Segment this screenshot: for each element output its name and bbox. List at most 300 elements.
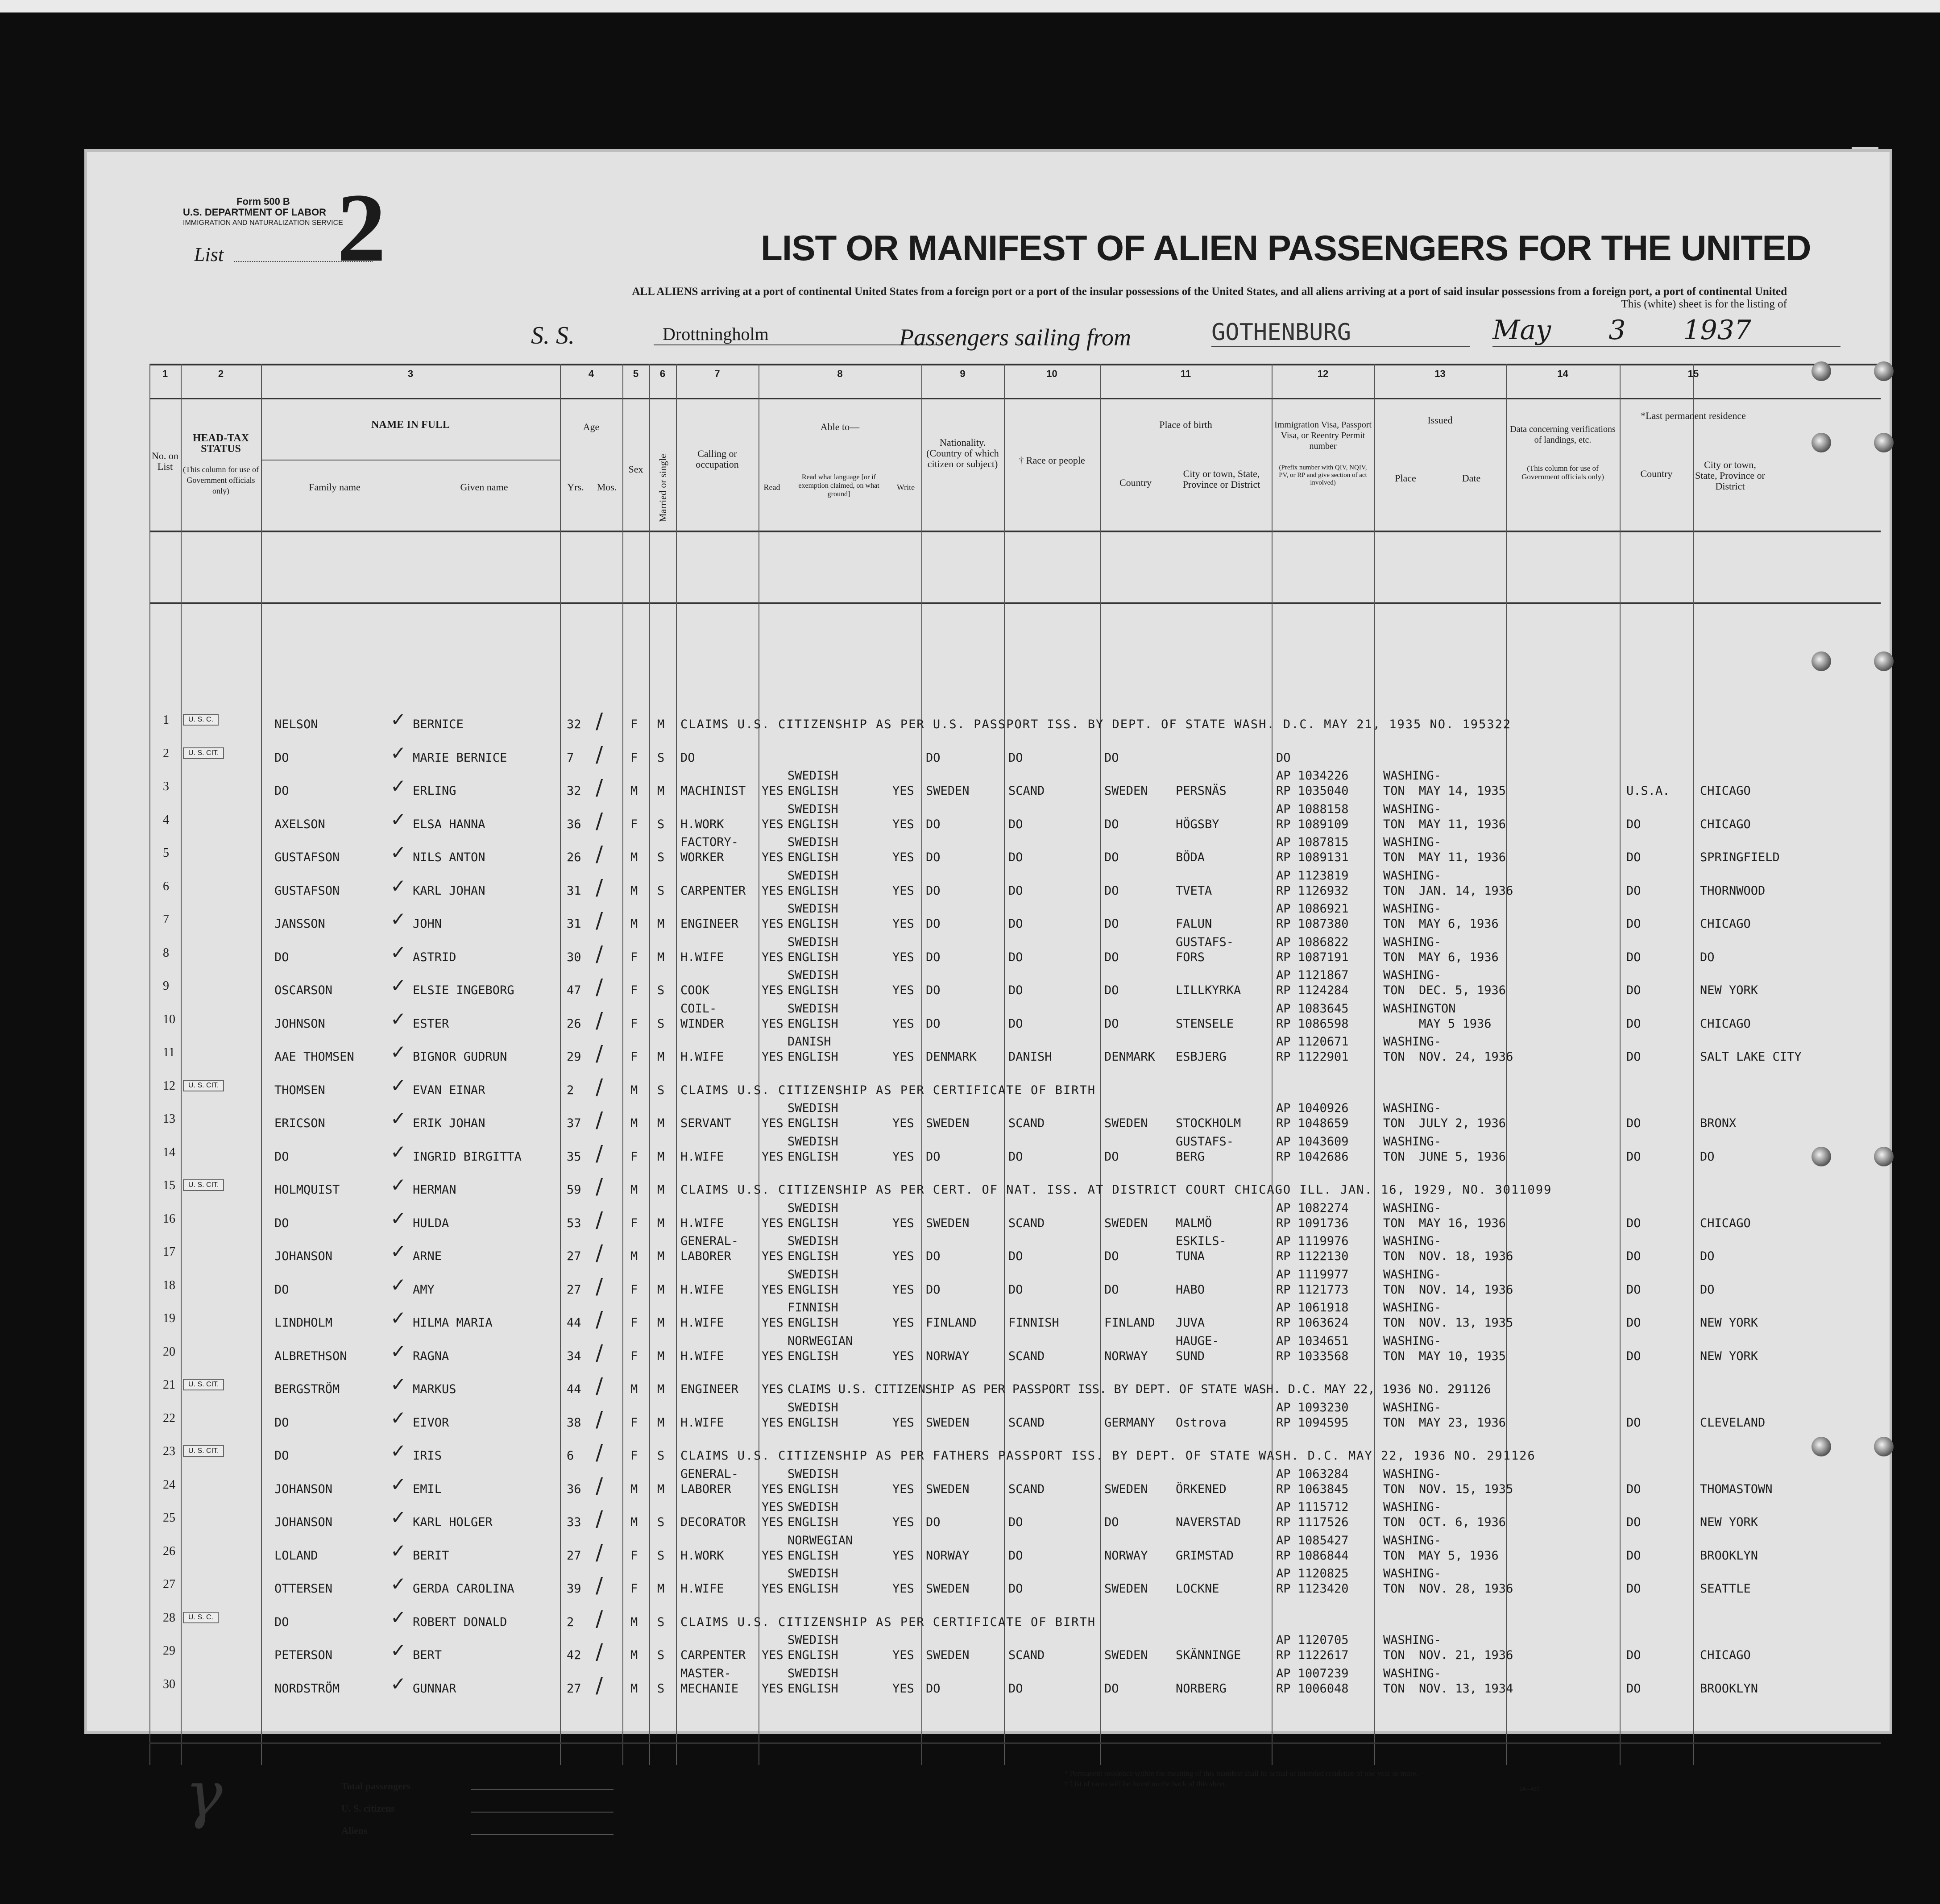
cell-given: BERNICE — [413, 718, 464, 731]
cell-place: TON — [1383, 1548, 1405, 1563]
cell-sex: F — [630, 1449, 638, 1463]
cell-given: IRIS — [413, 1449, 442, 1463]
cell-given: RAGNA — [413, 1349, 449, 1363]
cell-date: MAY 6, 1936 — [1419, 950, 1499, 964]
cell-bcountry: GERMANY — [1104, 1415, 1155, 1430]
table-row — [87, 1666, 1890, 1702]
cell-visa: RP 1086598 — [1276, 1016, 1349, 1031]
cell-rcountry: DO — [1626, 1349, 1641, 1363]
binding-hole — [1874, 361, 1894, 381]
header-birth-country: Country — [1119, 477, 1152, 488]
cell-place-top: WASHING- — [1383, 1267, 1442, 1282]
cell-write: YES — [892, 1216, 914, 1230]
table-row — [87, 1071, 1890, 1104]
cell-sex: M — [630, 1382, 638, 1396]
cell-write: YES — [892, 1149, 914, 1164]
cell-bcity-top: ESKILS- — [1176, 1234, 1227, 1248]
cell-rcity: SALT LAKE CITY — [1700, 1050, 1802, 1064]
cell-place: TON — [1383, 1282, 1405, 1297]
cell-age: 27 — [567, 1249, 581, 1263]
cell-place: TON — [1383, 1582, 1405, 1596]
cell-bcity: JUVA — [1176, 1316, 1205, 1330]
cell-nat: SWEDEN — [926, 1116, 970, 1130]
tick-mark-icon: / — [596, 808, 603, 834]
cell-sex: F — [630, 1548, 638, 1563]
cell-visa: RP 1089109 — [1276, 817, 1349, 831]
cell-place: TON — [1383, 817, 1405, 831]
cell-visa: RP 1042686 — [1276, 1149, 1349, 1164]
cell-rcity: BRONX — [1700, 1116, 1737, 1130]
cell-visa-top: AP 1119976 — [1276, 1234, 1349, 1248]
head-tax-stamp: U. S. CIT. — [183, 1080, 224, 1091]
cell-place-top: WASHING- — [1383, 935, 1442, 949]
cell-ms: S — [657, 1083, 665, 1097]
tick-mark-icon: / — [596, 1440, 603, 1465]
cell-bcity: TUNA — [1176, 1249, 1205, 1263]
cell-given: EMIL — [413, 1482, 442, 1496]
cell-lang-top: SWEDISH — [788, 1234, 838, 1248]
cell-place-top: WASHING- — [1383, 1035, 1442, 1049]
cell-bcountry: DO — [1104, 850, 1119, 864]
subtitle — [315, 286, 1787, 311]
ship-name: Drottningholm — [654, 324, 939, 345]
cell-rcountry: DO — [1626, 1149, 1641, 1164]
cell-ms: S — [657, 1615, 665, 1629]
cell-date: MAY 14, 1935 — [1419, 784, 1506, 798]
cell-given: HULDA — [413, 1216, 449, 1230]
cell-nat: DENMARK — [926, 1050, 977, 1064]
header-married: Married or single — [657, 454, 668, 522]
subtitle-line-2: This (white) sheet is for the listing of — [1621, 298, 1787, 310]
header-birth-city: City or town, State, Province or District — [1182, 468, 1260, 490]
cell-no: 8 — [163, 946, 169, 960]
tick-mark-icon: / — [596, 1207, 603, 1232]
cell-no: 10 — [163, 1012, 175, 1026]
cell-age: 31 — [567, 884, 581, 898]
cell-race: DO — [1008, 1016, 1023, 1031]
cell-family: LINDHOLM — [274, 1316, 333, 1330]
cell-occ: H.WIFE — [680, 1582, 724, 1596]
checkmark-icon: ✓ — [390, 1406, 406, 1429]
cell-lang-top: NORWEGIAN — [788, 1533, 853, 1547]
tick-mark-icon: / — [596, 975, 603, 1000]
cell-read: YES — [762, 1116, 783, 1130]
cell-place: TON — [1383, 917, 1405, 931]
cell-race: DO — [1008, 1249, 1023, 1263]
col-number: 4 — [588, 368, 594, 379]
col-number: 8 — [837, 368, 843, 379]
table-row — [87, 904, 1890, 937]
tick-mark-icon: / — [596, 1273, 603, 1299]
table-row — [87, 1303, 1890, 1336]
citizenship-claim: CLAIMS U.S. CITIZENSHIP AS PER CERT. OF NAT. ISS. AT DISTRICT COURT CHICAGO ILL. JAN. 16, 1929, NO. 3011099 — [680, 1183, 1552, 1197]
cell-rcity: CHICAGO — [1700, 1216, 1751, 1230]
cell-no: 1 — [163, 713, 169, 727]
cell-race: DO — [1008, 1681, 1023, 1696]
cell-bcountry: NORWAY — [1104, 1349, 1148, 1363]
cell-place-top: WASHING- — [1383, 902, 1442, 916]
column-header-band — [149, 364, 1881, 532]
cell-place-top: WASHING- — [1383, 802, 1442, 816]
cell-sex: F — [630, 751, 638, 765]
cell-family: OTTERSEN — [274, 1582, 333, 1596]
checkmark-icon: ✓ — [390, 1539, 406, 1562]
checkmark-icon: ✓ — [390, 1174, 406, 1196]
binding-hole — [1811, 1437, 1831, 1456]
cell-place-top: WASHING- — [1383, 968, 1442, 982]
cell-visa: RP 1086844 — [1276, 1548, 1349, 1563]
cell-visa-top: AP 1115712 — [1276, 1500, 1349, 1514]
cell-age: 27 — [567, 1681, 581, 1696]
col-number: 7 — [714, 368, 720, 379]
cell-ms: M — [657, 1149, 665, 1164]
manifest-sheet — [87, 152, 1890, 1836]
cell-rcountry: DO — [1626, 1681, 1641, 1696]
header-verifications: Data concerning verifications of landings, etc. — [1510, 424, 1616, 445]
col-number: 13 — [1434, 368, 1446, 379]
tick-mark-icon: / — [596, 875, 603, 900]
cell-visa-top: AP 1034226 — [1276, 769, 1349, 783]
cell-place: TON — [1383, 1149, 1405, 1164]
cell-family: OSCARSON — [274, 983, 333, 997]
cell-age: 32 — [567, 718, 581, 731]
cell-read: YES — [762, 1648, 783, 1662]
cell-write: YES — [892, 1316, 914, 1330]
header-visa-note: (Prefix number with QIV, NQIV, PV, or RP and give section of act involved) — [1279, 464, 1367, 486]
cell-rcity: SPRINGFIELD — [1700, 850, 1780, 864]
cell-bcountry: DO — [1104, 1016, 1119, 1031]
cell-read: YES — [762, 1216, 783, 1230]
date-day: 3 — [1608, 315, 1626, 346]
cell-given: ARNE — [413, 1249, 442, 1263]
cell-lang-top: SWEDISH — [788, 1467, 838, 1481]
checkmark-icon: ✓ — [390, 775, 406, 797]
cell-place-top: WASHING- — [1383, 1201, 1442, 1215]
cell-sex: M — [630, 1482, 638, 1496]
cell-no: 2 — [163, 746, 169, 760]
cell-read: YES — [762, 817, 783, 831]
cell-bcountry: DO — [1104, 917, 1119, 931]
cell-ms: M — [657, 784, 665, 798]
cell-rcountry: DO — [1626, 1582, 1641, 1596]
cell-given: AMY — [413, 1282, 435, 1297]
cell-family: JOHANSON — [274, 1482, 333, 1496]
cell-place-top: WASHING- — [1383, 1101, 1442, 1115]
tick-mark-icon: / — [596, 1174, 603, 1199]
cell-given: ESTER — [413, 1016, 449, 1031]
cell-read: YES — [762, 1282, 783, 1297]
cell-occ: H.WIFE — [680, 1149, 724, 1164]
binding-hole — [1811, 361, 1831, 381]
cell-nat: SWEDEN — [926, 1415, 970, 1430]
citizenship-claim: CLAIMS U.S. CITIZENSHIP AS PER PASSPORT ISS. BY DEPT. OF STATE WASH. D.C. MAY 22, 1936 NO. 291126 — [788, 1382, 1491, 1396]
cell-bcity: ESBJERG — [1176, 1050, 1227, 1064]
cell-visa: RP 1094595 — [1276, 1415, 1349, 1430]
cell-rcity: THOMASTOWN — [1700, 1482, 1773, 1496]
date-month: May — [1492, 315, 1551, 346]
cell-occ: DO — [680, 751, 695, 765]
cell-age: 2 — [567, 1083, 574, 1097]
cell-place: TON — [1383, 1482, 1405, 1496]
sailing-label: Passengers sailing from — [899, 324, 1132, 351]
cell-lang: ENGLISH — [788, 1050, 838, 1064]
header-verifications-note: (This column for use of Government officials only) — [1521, 464, 1604, 481]
cell-bcountry: DO — [1104, 950, 1119, 964]
cell-read: YES — [762, 1582, 783, 1596]
checkmark-icon: ✓ — [390, 1307, 406, 1329]
cell-nat: DO — [926, 983, 941, 997]
table-row — [87, 935, 1890, 971]
cell-occ: ENGINEER — [680, 917, 739, 931]
header-write: Write — [896, 483, 915, 492]
header-calling: Calling or occupation — [696, 448, 739, 470]
cell-bcity: NORBERG — [1176, 1681, 1227, 1696]
cell-given: EVAN EINAR — [413, 1083, 485, 1097]
cell-ms: M — [657, 950, 665, 964]
cell-visa-top: AP 1061918 — [1276, 1301, 1349, 1315]
cell-bcountry: SWEDEN — [1104, 1482, 1148, 1496]
cell-bcity: BERG — [1176, 1149, 1205, 1164]
cell-visa-top: AP 1043609 — [1276, 1134, 1349, 1149]
tick-mark-icon: / — [596, 1373, 603, 1398]
cell-visa-top: AP 1093230 — [1276, 1400, 1349, 1415]
cell-family: BERGSTRÖM — [274, 1382, 340, 1396]
table-row — [87, 968, 1890, 1004]
tick-mark-icon: / — [596, 1141, 603, 1166]
date-year: 1937 — [1683, 315, 1752, 346]
header-able-to: Able to— — [820, 421, 860, 432]
cell-given: HILMA MARIA — [413, 1316, 493, 1330]
cell-given: GERDA CAROLINA — [413, 1582, 514, 1596]
cell-lang: ENGLISH — [788, 1316, 838, 1330]
cell-visa-top: AP 1085427 — [1276, 1533, 1349, 1547]
cell-age: 53 — [567, 1216, 581, 1230]
citizenship-claim: CLAIMS U.S. CITIZENSHIP AS PER CERTIFICATE OF BIRTH — [680, 1615, 1096, 1629]
scan-top-band — [0, 0, 1940, 12]
footer-rule — [149, 1742, 1881, 1744]
binding-hole — [1811, 1147, 1831, 1166]
cell-visa-top: AP 1007239 — [1276, 1666, 1349, 1680]
binding-hole — [1874, 651, 1894, 671]
cell-occ: DECORATOR — [680, 1515, 746, 1529]
table-row — [87, 1603, 1890, 1636]
cell-family: JOHANSON — [274, 1249, 333, 1263]
cell-age: 36 — [567, 1482, 581, 1496]
cell-bcountry: SWEDEN — [1104, 1648, 1148, 1662]
cell-no: 11 — [163, 1045, 175, 1059]
cell-write: YES — [892, 1116, 914, 1130]
checkmark-icon: ✓ — [390, 875, 406, 897]
cell-sex: F — [630, 718, 638, 731]
cell-place-top: WASHING- — [1383, 1633, 1442, 1647]
table-row — [87, 1633, 1890, 1669]
cell-occ: CARPENTER — [680, 884, 746, 898]
cell-family: NORDSTRÖM — [274, 1681, 340, 1696]
cell-no: 7 — [163, 913, 169, 926]
form-code: 14—430 — [1519, 1786, 1540, 1792]
cell-occ: H.WIFE — [680, 1282, 724, 1297]
cell-given: KARL HOLGER — [413, 1515, 493, 1529]
cell-date: NOV. 21, 1936 — [1419, 1648, 1513, 1662]
cell-family: ERICSON — [274, 1116, 325, 1130]
cell-age: 33 — [567, 1515, 581, 1529]
checkmark-icon: ✓ — [390, 1573, 406, 1595]
cell-bcity: GRIMSTAD — [1176, 1548, 1234, 1563]
cell-race: DO — [1008, 983, 1023, 997]
tick-mark-icon: / — [596, 908, 603, 933]
cell-age: 44 — [567, 1316, 581, 1330]
cell-no: 18 — [163, 1278, 175, 1292]
cell-place: TON — [1383, 1216, 1405, 1230]
table-row — [87, 1467, 1890, 1503]
checkmark-icon: ✓ — [390, 975, 406, 996]
cell-sex: F — [630, 817, 638, 831]
cell-age: 26 — [567, 850, 581, 864]
checkmark-icon: ✓ — [390, 1506, 406, 1528]
cell-no: 17 — [163, 1245, 175, 1259]
cell-lang: ENGLISH — [788, 1282, 838, 1297]
cell-rcity: CHICAGO — [1700, 917, 1751, 931]
cell-rcity: NEW YORK — [1700, 983, 1758, 997]
cell-age: 35 — [567, 1149, 581, 1164]
cell-sex: M — [630, 1648, 638, 1662]
cell-family: NELSON — [274, 718, 318, 731]
total-passengers-line — [471, 1789, 614, 1790]
tick-mark-icon: / — [596, 1506, 603, 1531]
cell-occ: COOK — [680, 983, 710, 997]
checkmark-icon: ✓ — [390, 1240, 406, 1262]
cell-rcity: NEW YORK — [1700, 1349, 1758, 1363]
cell-lang: ENGLISH — [788, 1482, 838, 1496]
cell-age: 26 — [567, 1016, 581, 1031]
cell-place: TON — [1383, 1050, 1405, 1064]
cell-rcountry: DO — [1626, 1282, 1641, 1297]
cell-no: 15 — [163, 1178, 175, 1192]
cell-rcountry: DO — [1626, 884, 1641, 898]
cell-write: YES — [892, 1648, 914, 1662]
cell-occ: H.WIFE — [680, 1050, 724, 1064]
cell-ms: M — [657, 1349, 665, 1363]
table-row — [87, 1370, 1890, 1403]
cell-lang-top: SWEDISH — [788, 802, 838, 816]
cell-place: TON — [1383, 983, 1405, 997]
cell-bcountry: DO — [1104, 1149, 1119, 1164]
tick-mark-icon: / — [596, 1639, 603, 1664]
table-row — [87, 1334, 1890, 1370]
cell-ms: M — [657, 1382, 665, 1396]
table-row — [87, 1134, 1890, 1170]
cell-age: 59 — [567, 1183, 581, 1197]
cell-visa: RP 1122617 — [1276, 1648, 1349, 1662]
cell-bcity-top: GUSTAFS- — [1176, 1134, 1234, 1149]
cell-occ-top: GENERAL- — [680, 1234, 739, 1248]
table-row — [87, 1201, 1890, 1237]
cell-given: JOHN — [413, 917, 442, 931]
cell-place-top: WASHING- — [1383, 1400, 1442, 1415]
table-row — [87, 738, 1890, 772]
cell-write: YES — [892, 1349, 914, 1363]
cell-race: DO — [1008, 817, 1023, 831]
header-family-name: Family name — [309, 481, 361, 493]
cell-read: YES — [762, 1681, 783, 1696]
cell-race: FINNISH — [1008, 1316, 1059, 1330]
cell-bcountry: SWEDEN — [1104, 1116, 1148, 1130]
cell-age: 34 — [567, 1349, 581, 1363]
cell-age: 38 — [567, 1415, 581, 1430]
department: U.S. DEPARTMENT OF LABOR — [183, 207, 327, 218]
cell-ms: M — [657, 1316, 665, 1330]
list-number: 2 — [337, 173, 386, 282]
cell-rcountry: DO — [1626, 983, 1641, 997]
cell-place-top: WASHING- — [1383, 1500, 1442, 1514]
cell-nat: DO — [926, 917, 941, 931]
cell-visa-top: AP 1119977 — [1276, 1267, 1349, 1282]
binding-hole — [1811, 651, 1831, 671]
cell-place-top: WASHING- — [1383, 1567, 1442, 1580]
cell-occ-top: FACTORY- — [680, 835, 739, 849]
cell-bcity: STOCKHOLM — [1176, 1116, 1241, 1130]
footnote-races: † List of races will be found on the back of this sheet. — [1064, 1780, 1227, 1788]
cell-visa: RP 1035040 — [1276, 784, 1349, 798]
cell-sex: F — [630, 1016, 638, 1031]
col-number: 1 — [162, 368, 168, 379]
table-row — [87, 1234, 1890, 1270]
cell-occ: H.WIFE — [680, 1415, 724, 1430]
cell-age: 27 — [567, 1282, 581, 1297]
cell-lang-top: SWEDISH — [788, 902, 838, 916]
table-row — [87, 1533, 1890, 1569]
us-citizens-label: U. S. citizens — [341, 1803, 395, 1814]
cell-place: TON — [1383, 1648, 1405, 1662]
cell-read: YES — [762, 1382, 783, 1396]
cell-visa: RP 1091736 — [1276, 1216, 1349, 1230]
header-head-tax: HEAD-TAX STATUS — [192, 432, 249, 455]
cell-race: DO — [1008, 1582, 1023, 1596]
cell-given: ROBERT DONALD — [413, 1615, 507, 1629]
cell-race: SCAND — [1008, 1415, 1045, 1430]
checkmark-icon: ✓ — [390, 1672, 406, 1695]
cell-age: 44 — [567, 1382, 581, 1396]
cell-family: DO — [274, 1615, 289, 1629]
cell-place-top: WASHINGTON — [1383, 1001, 1456, 1016]
cell-ms: M — [657, 1116, 665, 1130]
cell-date: NOV. 15, 1935 — [1419, 1482, 1513, 1496]
cell-family: PETERSON — [274, 1648, 333, 1662]
cell-rcountry: DO — [1626, 1116, 1641, 1130]
cell-bcountry: SWEDEN — [1104, 1216, 1148, 1230]
cell-sex: F — [630, 1316, 638, 1330]
cell-given: BERIT — [413, 1548, 449, 1563]
col-number: 10 — [1046, 368, 1057, 379]
checkmark-icon: ✓ — [390, 1008, 406, 1030]
cell-visa-top: AP 1120705 — [1276, 1633, 1349, 1647]
cell-given: GUNNAR — [413, 1681, 456, 1696]
cell-rcity: DO — [1700, 1149, 1715, 1164]
cell-date: MAY 6, 1936 — [1419, 917, 1499, 931]
cell-lang-top: SWEDISH — [788, 1633, 838, 1647]
tick-mark-icon: / — [596, 1008, 603, 1033]
cell-occ: WINDER — [680, 1016, 724, 1031]
col-number: 3 — [407, 368, 414, 379]
cell-lang: ENGLISH — [788, 1648, 838, 1662]
cell-family: ALBRETHSON — [274, 1349, 347, 1363]
cell-ms: S — [657, 1515, 665, 1529]
cell-lang-top: SWEDISH — [788, 835, 838, 849]
tick-mark-icon: / — [596, 1340, 603, 1365]
tick-mark-icon: / — [596, 1307, 603, 1332]
cell-read: YES — [762, 1415, 783, 1430]
checkmark-icon: ✓ — [390, 1340, 406, 1362]
